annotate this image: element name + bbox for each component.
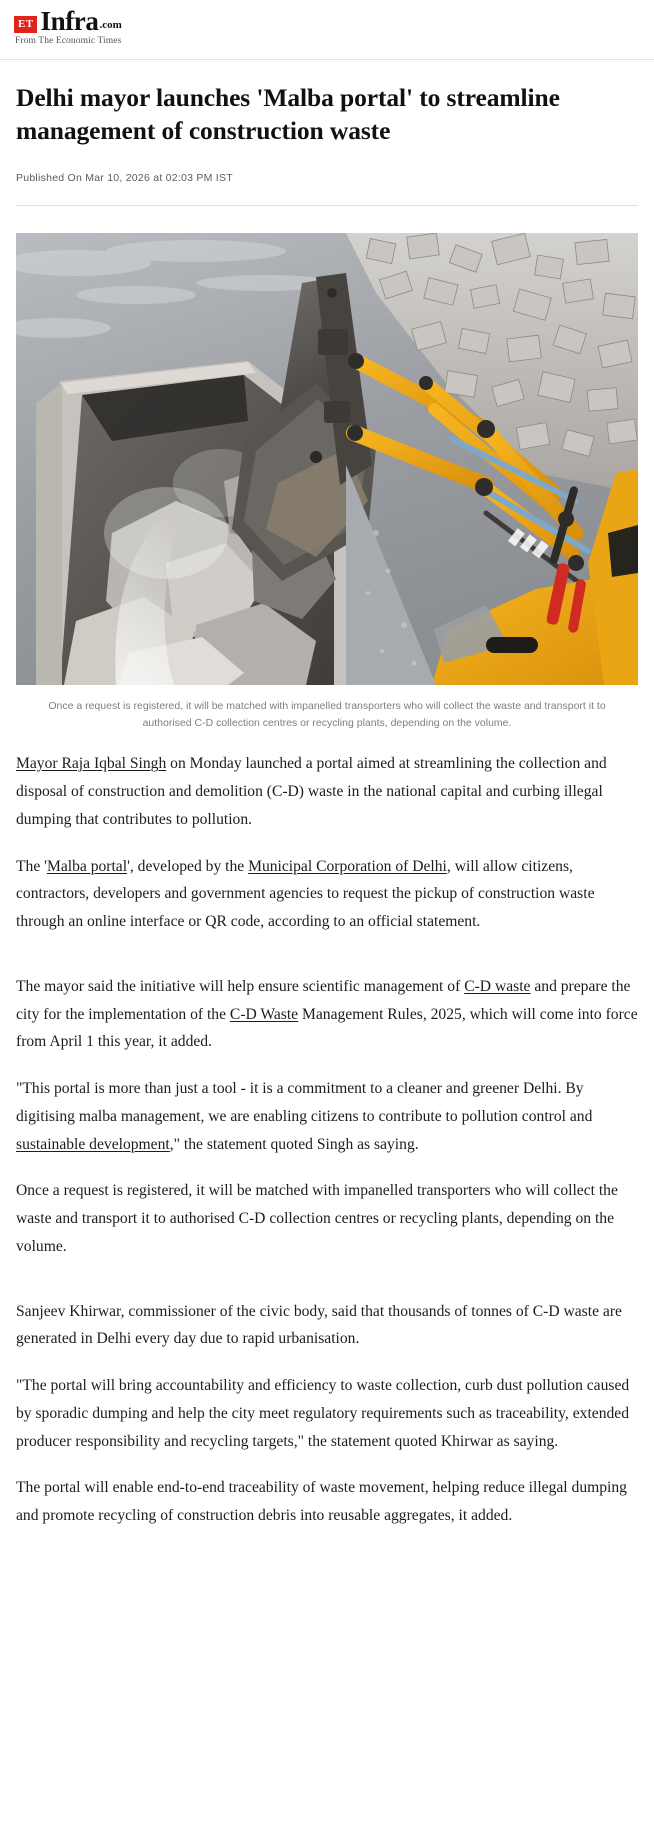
hero-image (16, 233, 638, 685)
logo-wordmark: Infra (40, 6, 99, 36)
article-body (16, 732, 638, 1530)
header-divider (16, 205, 638, 206)
inline-link[interactable]: C-D waste (464, 977, 531, 995)
article-paragraph: The 'Malba portal', developed by the Municipal Corporation of Delhi, will allow citizens, contractors, developers and government agencies to request the pickup of construction waste through an online interface or QR code, according to an official statement. (16, 857, 595, 930)
article-paragraph: The mayor said the initiative will help ensure scientific management of C-D waste and prepare the city for the implementation of the C-D Waste Management Rules, 2025, which will come into force from April 1 this year, it added. (16, 977, 638, 1051)
site-logo[interactable] (14, 6, 654, 36)
inline-link[interactable]: Municipal Corporation of Delhi (248, 857, 447, 875)
inline-link[interactable]: sustainable development (16, 1135, 170, 1153)
article-paragraph: "This portal is more than just a tool - it is a commitment to a cleaner and greener Delhi. By digitising malba management, we are enabling citizens to contribute to pollution control and sustainable development," the statement quoted Singh as saying. (16, 1080, 593, 1153)
et-badge-icon: ET (14, 16, 37, 33)
construction-waste-photo (16, 233, 638, 685)
page-title: Delhi mayor launches 'Malba portal' to streamline management of construction waste (16, 83, 560, 145)
article-paragraph: Once a request is registered, it will be matched with impanelled transporters who will collect the waste and transport it to authorised C-D collection centres or recycling plants, depending on the volume. (16, 1182, 618, 1255)
article (0, 82, 654, 1530)
inline-link[interactable]: Mayor Raja Iqbal Singh (16, 755, 167, 773)
inline-link[interactable]: C-D Waste (229, 1005, 299, 1023)
article-paragraph: Sanjeev Khirwar, commissioner of the civic body, said that thousands of tonnes of C-D waste are generated in Delhi every day due to rapid urbanisation. (16, 1302, 622, 1348)
site-tagline: From The Economic Times (15, 35, 122, 46)
hero-figure (16, 233, 638, 732)
site-header (0, 0, 654, 60)
logo-tld: .com (99, 18, 122, 31)
inline-link[interactable]: Malba portal (46, 857, 128, 875)
article-paragraph: The portal will enable end-to-end traceability of waste movement, helping reduce illegal dumping and promote recycling of construction debris into reusable aggregates, it added. (16, 1479, 627, 1524)
publish-timestamp: Published On Mar 10, 2026 at 02:03 PM IST (16, 172, 233, 185)
article-paragraph: Mayor Raja Iqbal Singh on Monday launched a portal aimed at streamlining the collection and disposal of construction and demolition (C-D) waste in the national capital and curbing illegal dumping that contributes to pollution. (16, 755, 607, 828)
image-caption: Once a request is registered, it will be matched with impanelled transporters who will collect the waste and transport it to authorised C-D collection centres or recycling plants, depending on the volume. (48, 700, 606, 730)
article-paragraph: "The portal will bring accountability and efficiency to waste collection, curb dust pollution caused by sporadic dumping and help the city meet regulatory requirements such as traceability, extended producer responsibility and recycling targets," the statement quoted Khirwar as saying. (16, 1377, 630, 1450)
